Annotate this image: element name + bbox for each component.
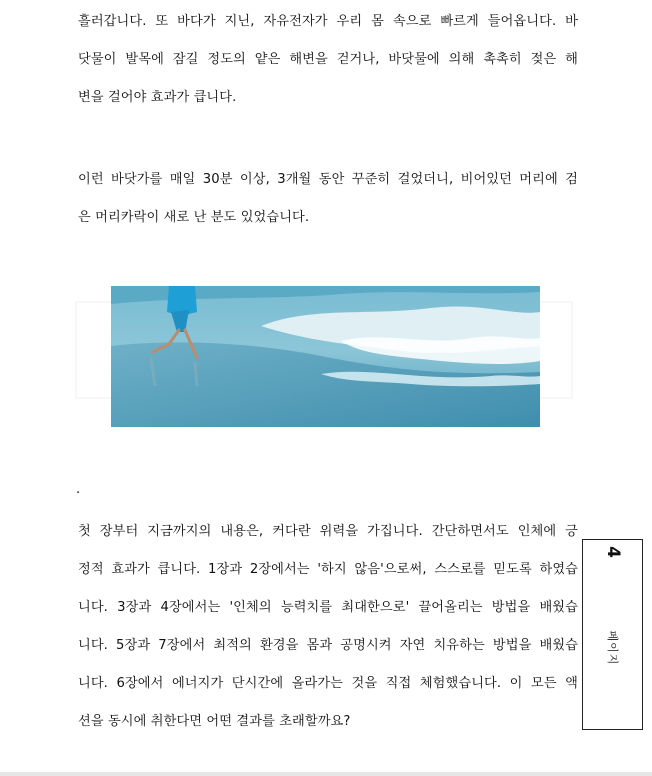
page-label: 페이지 [606,630,619,666]
text-line: 닷물이 발목에 잠길 정도의 얕은 해변을 걷거나, 바닷물에 의해 촉촉히 젖은 해 [78,52,578,67]
text-line: 정적 효과가 큽니다. 1장과 2장에서는 '하지 않음'으로써, 스스로를 믿도록 하였습 [78,562,578,577]
text-line: 션을 동시에 취한다면 어떤 결과를 초래할까요? [78,714,351,729]
text-line: 은 머리카락이 새로 난 분도 있었습니다. [78,210,310,225]
stray-mark: . [76,482,81,497]
text-line: 첫 장부터 지금까지의 내용은, 커다란 위력을 가집니다. 간단하면서도 인체에 긍 [78,524,578,539]
text-line: 니다. 5장과 7장에서 최적의 환경을 몸과 공명시켜 자연 치유하는 방법을 배웠습 [78,638,578,653]
text-line: 니다. 3장과 4장에서는 '인체의 능력치를 최대한으로' 끌어올리는 방법을 배웠습 [78,600,578,615]
scroll-edge [0,772,652,776]
paragraph [78,170,578,246]
text-line: 변을 걸어야 효과가 큽니다. [78,90,237,105]
text-line: 흘러갑니다. 또 바다가 지닌, 자유전자가 우리 몸 속으로 빠르게 들어옵니다. 바 [78,14,578,29]
paragraph [78,12,578,126]
text-line: 니다. 6장에서 에너지가 단시간에 올라가는 것을 직접 체험했습니다. 이 모든 액 [78,676,578,691]
page-number-box [582,539,643,730]
beach-photo [111,286,540,427]
paragraph [78,522,578,750]
text-line: 이런 바닷가를 매일 30분 이상, 3개월 동안 꾸준히 걸었더니, 비어있던 머리에 검 [78,172,578,187]
page-number: 4 [603,546,623,558]
